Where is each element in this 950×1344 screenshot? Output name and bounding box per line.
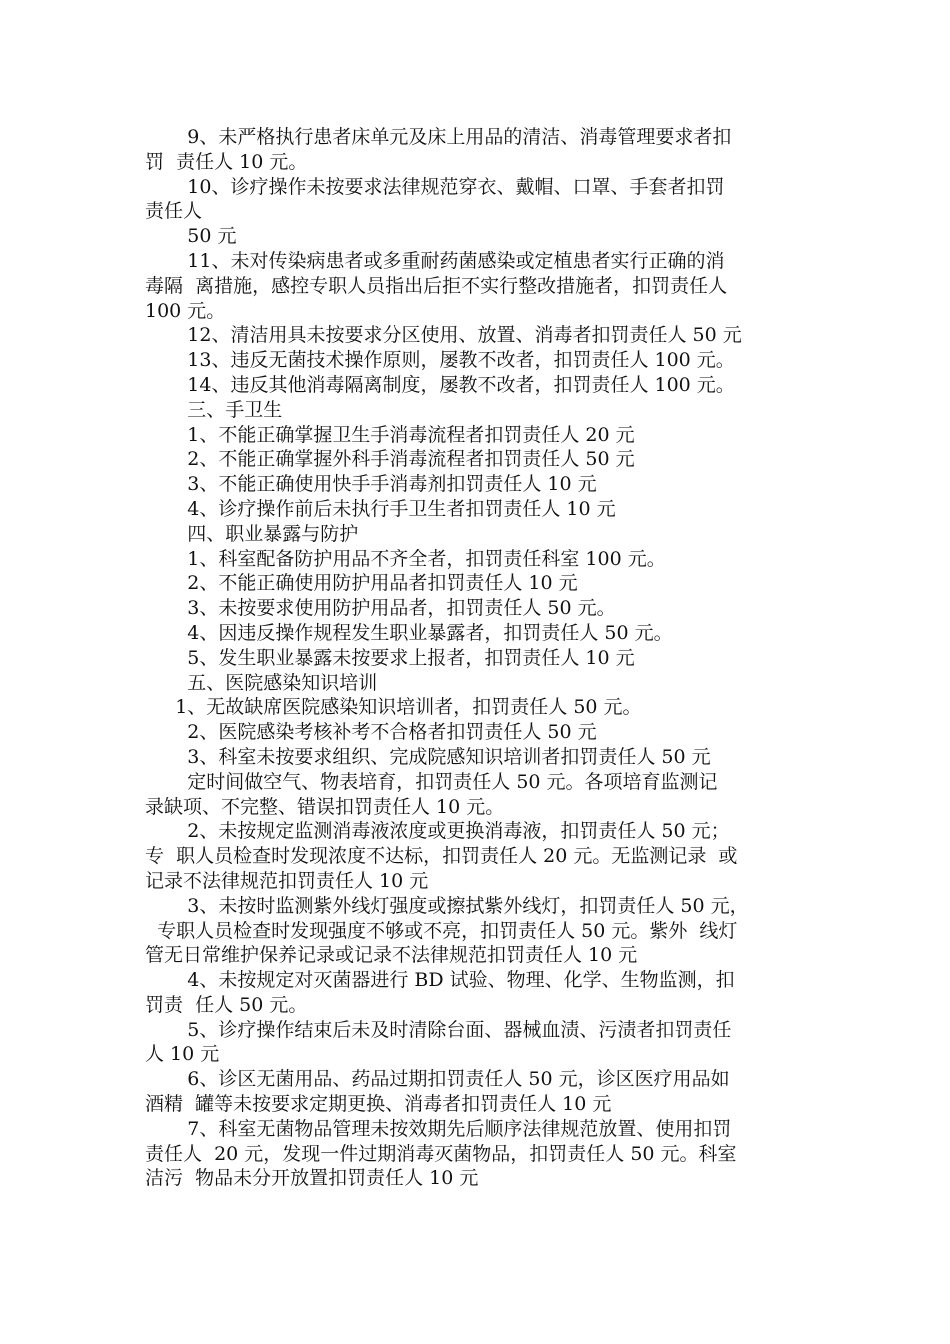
text-line: 责任人 20 元，发现一件过期消毒灭菌物品，扣罚责任人 50 元。科室 [145,1142,737,1165]
text-line: 管无日常维护保养记录或记录不法律规范扣罚责任人 10 元 [145,944,638,967]
text-line: 1、无故缺席医院感染知识培训者，扣罚责任人 50 元。 [145,696,642,719]
text-line: 责任人 [145,200,203,223]
section-heading: 四、职业暴露与防护 [145,522,359,545]
text-line: 毒隔 离措施，感控专职人员指出后拒不实行整改措施者，扣罚责任人 [145,274,728,297]
text-line: 7、科室无菌物品管理未按效期先后顺序法律规范放置、使用扣罚 [145,1117,732,1140]
text-line: 2、医院感染考核补考不合格者扣罚责任人 50 元 [145,721,597,744]
text-line: 4、未按规定对灭菌器进行 BD 试验、物理、化学、生物监测，扣 [145,969,735,992]
text-line: 记录不法律规范扣罚责任人 10 元 [145,869,429,892]
text-line: 2、不能正确掌握外科手消毒流程者扣罚责任人 50 元 [145,448,635,471]
text-line: 6、诊区无菌用品、药品过期扣罚责任人 50 元，诊区医疗用品如 [145,1068,730,1091]
text-line: 录缺项、不完整、错误扣罚责任人 10 元。 [145,795,505,818]
text-line: 1、科室配备防护用品不齐全者，扣罚责任科室 100 元。 [145,547,666,570]
text-line: 罚责 任人 50 元。 [145,993,308,1016]
text-line: 13、违反无菌技术操作原则，屡教不改者，扣罚责任人 100 元。 [145,349,735,372]
text-line: 3、未按时监测紫外线灯强度或擦拭紫外线灯，扣罚责任人 50 元， [145,894,749,917]
text-line: 1、不能正确掌握卫生手消毒流程者扣罚责任人 20 元 [145,423,635,446]
text-line: 2、未按规定监测消毒液浓度或更换消毒液，扣罚责任人 50 元； [145,820,730,843]
text-line: 9、未严格执行患者床单元及床上用品的清洁、消毒管理要求者扣 [145,126,732,148]
section-heading: 三、手卫生 [145,398,283,421]
text-line: 12、清洁用具未按要求分区使用、放置、消毒者扣罚责任人 50 元 [145,324,742,347]
text-line: 3、科室未按要求组织、完成院感知识培训者扣罚责任人 50 元 [145,745,711,768]
text-line: 100 元。 [145,299,226,322]
text-line: 罚 责任人 10 元。 [145,150,308,173]
text-line: 5、发生职业暴露未按要求上报者，扣罚责任人 10 元 [145,646,635,669]
text-line: 定时间做空气、物表培育，扣罚责任人 50 元。各项培育监测记 [145,770,718,793]
text-line: 酒精 罐等未按要求定期更换、消毒者扣罚责任人 10 元 [145,1093,612,1116]
text-line: 14、违反其他消毒隔离制度，屡教不改者，扣罚责任人 100 元。 [145,373,735,396]
text-line: 3、未按要求使用防护用品者，扣罚责任人 50 元。 [145,597,616,620]
text-line: 4、诊疗操作前后未执行手卫生者扣罚责任人 10 元 [145,497,616,520]
text-line: 11、未对传染病患者或多重耐药菌感染或定植患者实行正确的消 [145,249,725,272]
section-heading: 五、医院感染知识培训 [145,671,378,694]
text-line: 人 10 元 [145,1043,220,1066]
document-body [145,125,810,1191]
text-line: 2、不能正确使用防护用品者扣罚责任人 10 元 [145,572,578,595]
text-line: 专职人员检查时发现强度不够或不亮，扣罚责任人 50 元。紫外 线灯 [145,919,738,942]
text-line: 10、诊疗操作未按要求法律规范穿衣、戴帽、口罩、手套者扣罚 [145,175,725,198]
text-line: 50 元 [145,225,237,248]
text-line: 4、因违反操作规程发生职业暴露者，扣罚责任人 50 元。 [145,621,673,644]
text-line: 3、不能正确使用快手手消毒剂扣罚责任人 10 元 [145,473,597,496]
text-line: 专 职人员检查时发现浓度不达标，扣罚责任人 20 元。无监测记录 或 [145,845,738,868]
text-line: 5、诊疗操作结束后未及时清除台面、器械血渍、污渍者扣罚责任 [145,1018,732,1041]
text-line: 洁污 物品未分开放置扣罚责任人 10 元 [145,1167,479,1190]
